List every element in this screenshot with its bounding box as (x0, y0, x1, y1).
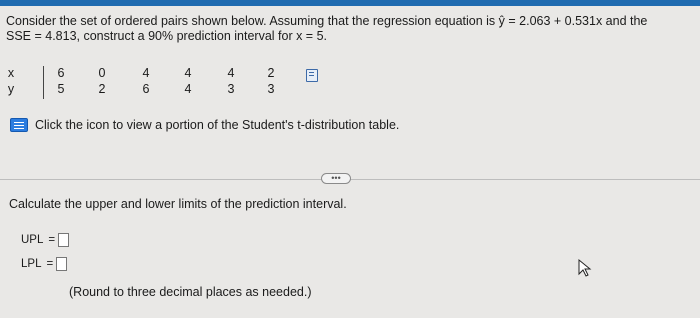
question-line-1: Consider the set of ordered pairs shown below. Assuming that the regression equation is ŷ = 2.063 + 0.531x and the (6, 14, 648, 28)
y-value: 3 (267, 82, 275, 96)
upl-equals: = (48, 234, 56, 246)
x-value: 4 (184, 66, 192, 80)
rounding-note: (Round to three decimal places as needed.) (69, 285, 312, 299)
y-value: 4 (184, 82, 192, 96)
question-text (6, 14, 696, 44)
y-value: 6 (142, 82, 150, 96)
lpl-row (21, 257, 67, 271)
cursor-icon (575, 258, 595, 278)
x-value: 6 (57, 66, 65, 80)
x-value: 0 (98, 66, 106, 80)
lpl-equals: = (46, 258, 54, 270)
table-icon[interactable] (10, 118, 28, 132)
x-label: x (7, 66, 15, 80)
y-value: 2 (98, 82, 106, 96)
x-value: 4 (227, 66, 235, 80)
table-divider (43, 66, 44, 99)
t-table-link[interactable] (10, 118, 399, 132)
top-accent-bar (0, 0, 700, 6)
upl-row (21, 233, 69, 247)
copy-icon[interactable] (306, 69, 318, 82)
x-value: 4 (142, 66, 150, 80)
y-value: 3 (227, 82, 235, 96)
more-button[interactable]: ••• (321, 173, 351, 184)
calc-prompt: Calculate the upper and lower limits of the prediction interval. (9, 197, 347, 211)
y-value: 5 (57, 82, 65, 96)
upl-label: UPL (21, 234, 44, 246)
y-label: y (7, 82, 15, 96)
x-value: 2 (267, 66, 275, 80)
lpl-label: LPL (21, 258, 42, 270)
upl-input[interactable] (58, 233, 69, 247)
question-line-2: SSE = 4.813, construct a 90% prediction interval for x = 5. (6, 29, 328, 43)
t-table-link-text: Click the icon to view a portion of the Student's t-distribution table. (35, 118, 400, 132)
lpl-input[interactable] (56, 257, 67, 271)
